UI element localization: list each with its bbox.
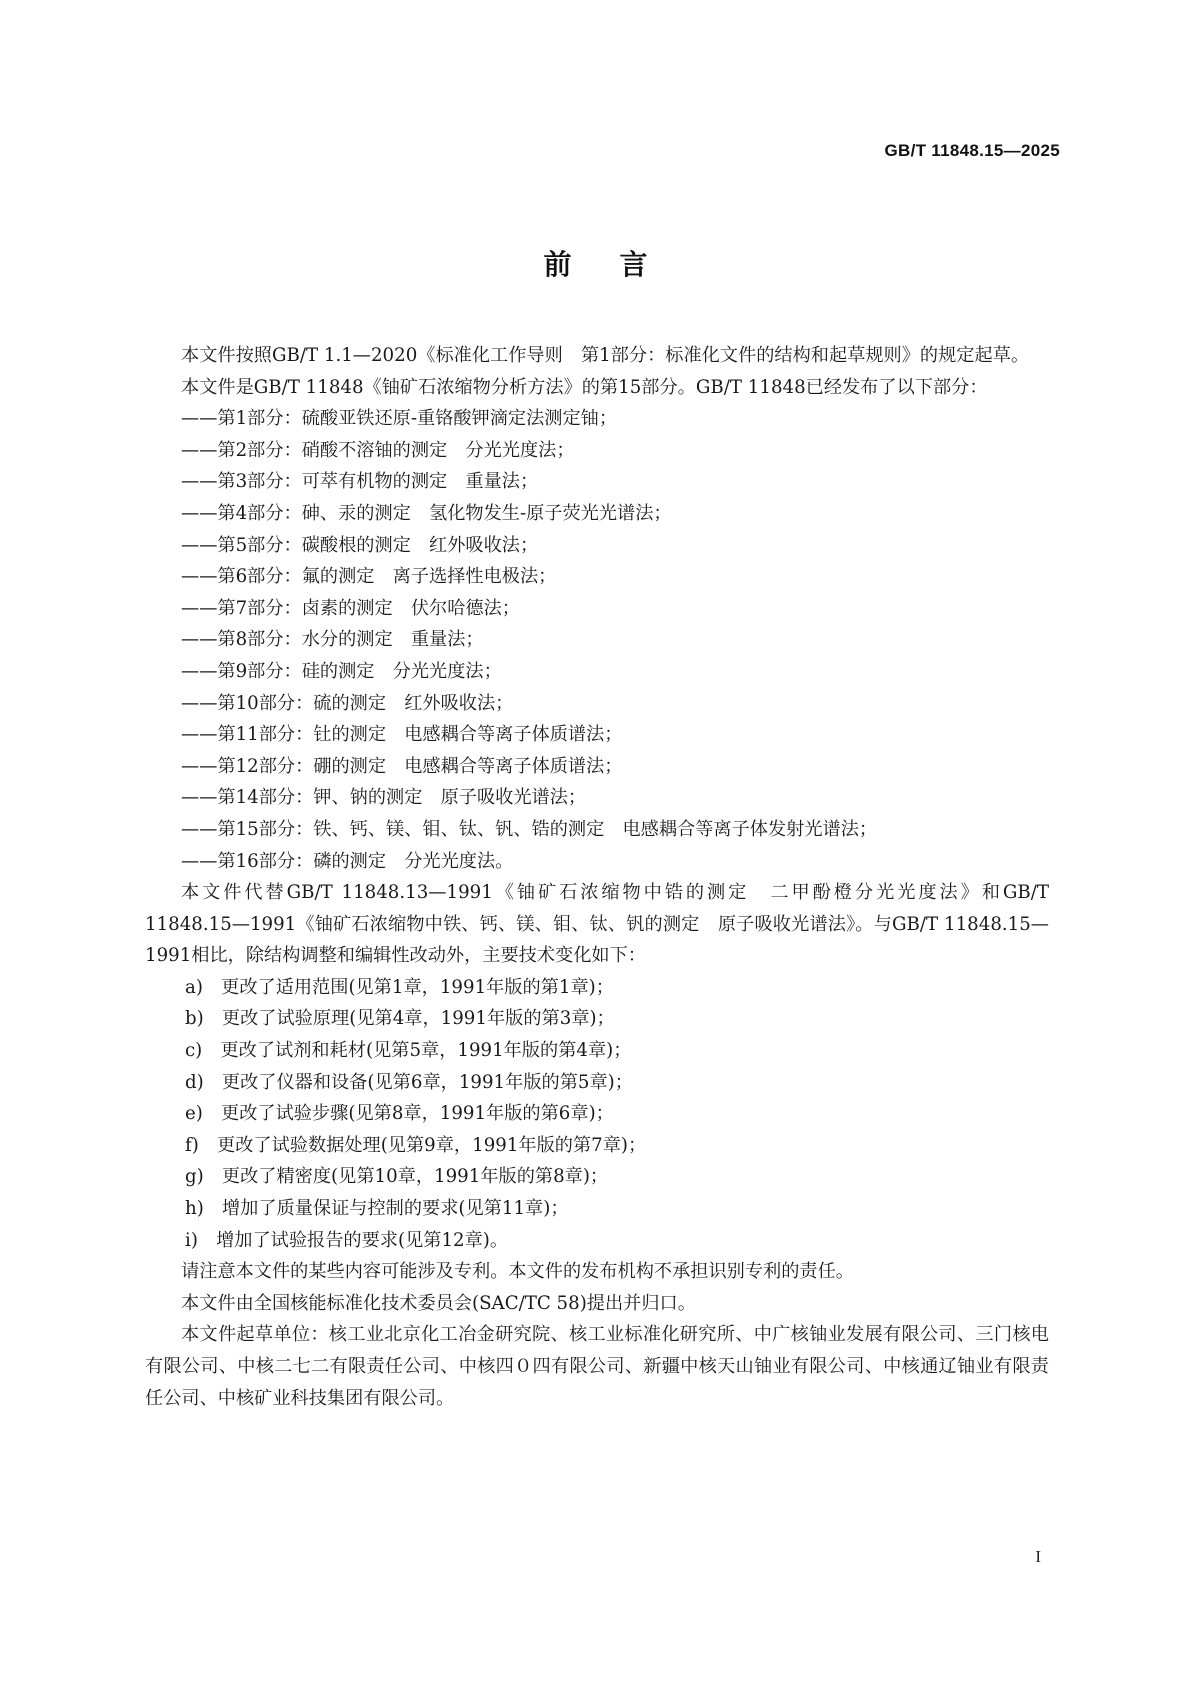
foreword-body — [145, 340, 1049, 1414]
part-list-item: ——第11部分：钍的测定 电感耦合等离子体质谱法； — [181, 724, 623, 746]
part-list-item: ——第1部分：硫酸亚铁还原-重铬酸钾滴定法测定铀； — [181, 408, 618, 430]
paragraph-series-intro: 本文件是GB/T 11848《铀矿石浓缩物分析方法》的第15部分。GB/T 11848已经发布了以下部分： — [181, 376, 988, 398]
change-list-item: g) 更改了精密度(见第10章，1991年版的第8章)； — [185, 1166, 609, 1188]
part-list-item: ——第10部分：硫的测定 红外吸收法； — [181, 692, 514, 714]
change-list-item: i) 增加了试验报告的要求(见第12章)。 — [185, 1229, 509, 1251]
change-list-item: h) 增加了质量保证与控制的要求(见第11章)； — [185, 1198, 569, 1220]
paragraph-replacement: 本文件代替GB/T 11848.13—1991《铀矿石浓缩物中锆的测定 二甲酚橙分光光度法》和GB/T 11848.15—1991《铀矿石浓缩物中铁、钙、镁、钼、钛、钒的测定 原子吸收光谱法》。与GB/T 11848.15—1991相比，除结构调整和编辑性改动外，主要技术变化如下： — [145, 882, 1049, 967]
part-list-item: ——第2部分：硝酸不溶铀的测定 分光光度法； — [181, 439, 575, 461]
standard-code: GB/T 11848.15—2025 — [884, 141, 1060, 160]
paragraph-drafting-units: 本文件起草单位：核工业北京化工冶金研究院、核工业标准化研究所、中广核铀业发展有限公司、三门核电有限公司、中核二七二有限责任公司、中核四０四有限公司、新疆中核天山铀业有限公司、中核通辽铀业有限责任公司、中核矿业科技集团有限公司。 — [145, 1324, 1049, 1409]
page-title: 前言 — [543, 248, 696, 281]
part-list-item: ——第3部分：可萃有机物的测定 重量法； — [181, 471, 539, 493]
change-list-item: d) 更改了仪器和设备(见第6章，1991年版的第5章)； — [185, 1071, 633, 1093]
change-list-item: c) 更改了试剂和耗材(见第5章，1991年版的第4章)； — [185, 1040, 632, 1062]
part-list-item: ——第15部分：铁、钙、镁、钼、钛、钒、锆的测定 电感耦合等离子体发射光谱法； — [181, 818, 878, 840]
paragraph-committee: 本文件由全国核能标准化技术委员会(SAC/TC 58)提出并归口。 — [181, 1292, 696, 1314]
part-list-item: ——第16部分：磷的测定 分光光度法。 — [181, 850, 514, 872]
change-list-item: f) 更改了试验数据处理(见第9章，1991年版的第7章)； — [185, 1134, 647, 1156]
part-list-item: ——第4部分：砷、汞的测定 氢化物发生-原子荧光光谱法； — [181, 502, 672, 524]
part-list-item: ——第7部分：卤素的测定 伏尔哈德法； — [181, 597, 520, 619]
change-list-item: a) 更改了适用范围(见第1章，1991年版的第1章)； — [185, 976, 614, 998]
paragraph-drafting-rule: 本文件按照GB/T 1.1—2020《标准化工作导则 第1部分：标准化文件的结构和起草规则》的规定起草。 — [181, 345, 1030, 366]
page-number: I — [1035, 1547, 1041, 1566]
change-list-item: b) 更改了试验原理(见第4章，1991年版的第3章)； — [185, 1008, 615, 1030]
part-list-item: ——第5部分：碳酸根的测定 红外吸收法； — [181, 534, 539, 556]
paragraph-patent-notice: 请注意本文件的某些内容可能涉及专利。本文件的发布机构不承担识别专利的责任。 — [181, 1261, 854, 1283]
part-list-item: ——第14部分：钾、钠的测定 原子吸收光谱法； — [181, 787, 587, 809]
part-list-item: ——第8部分：水分的测定 重量法； — [181, 629, 484, 651]
part-list-item: ——第6部分：氟的测定 离子选择性电极法； — [181, 566, 557, 588]
part-list-item: ——第9部分：硅的测定 分光光度法； — [181, 660, 502, 682]
change-list-item: e) 更改了试验步骤(见第8章，1991年版的第6章)； — [185, 1103, 614, 1125]
part-list-item: ——第12部分：硼的测定 电感耦合等离子体质谱法； — [181, 755, 623, 777]
